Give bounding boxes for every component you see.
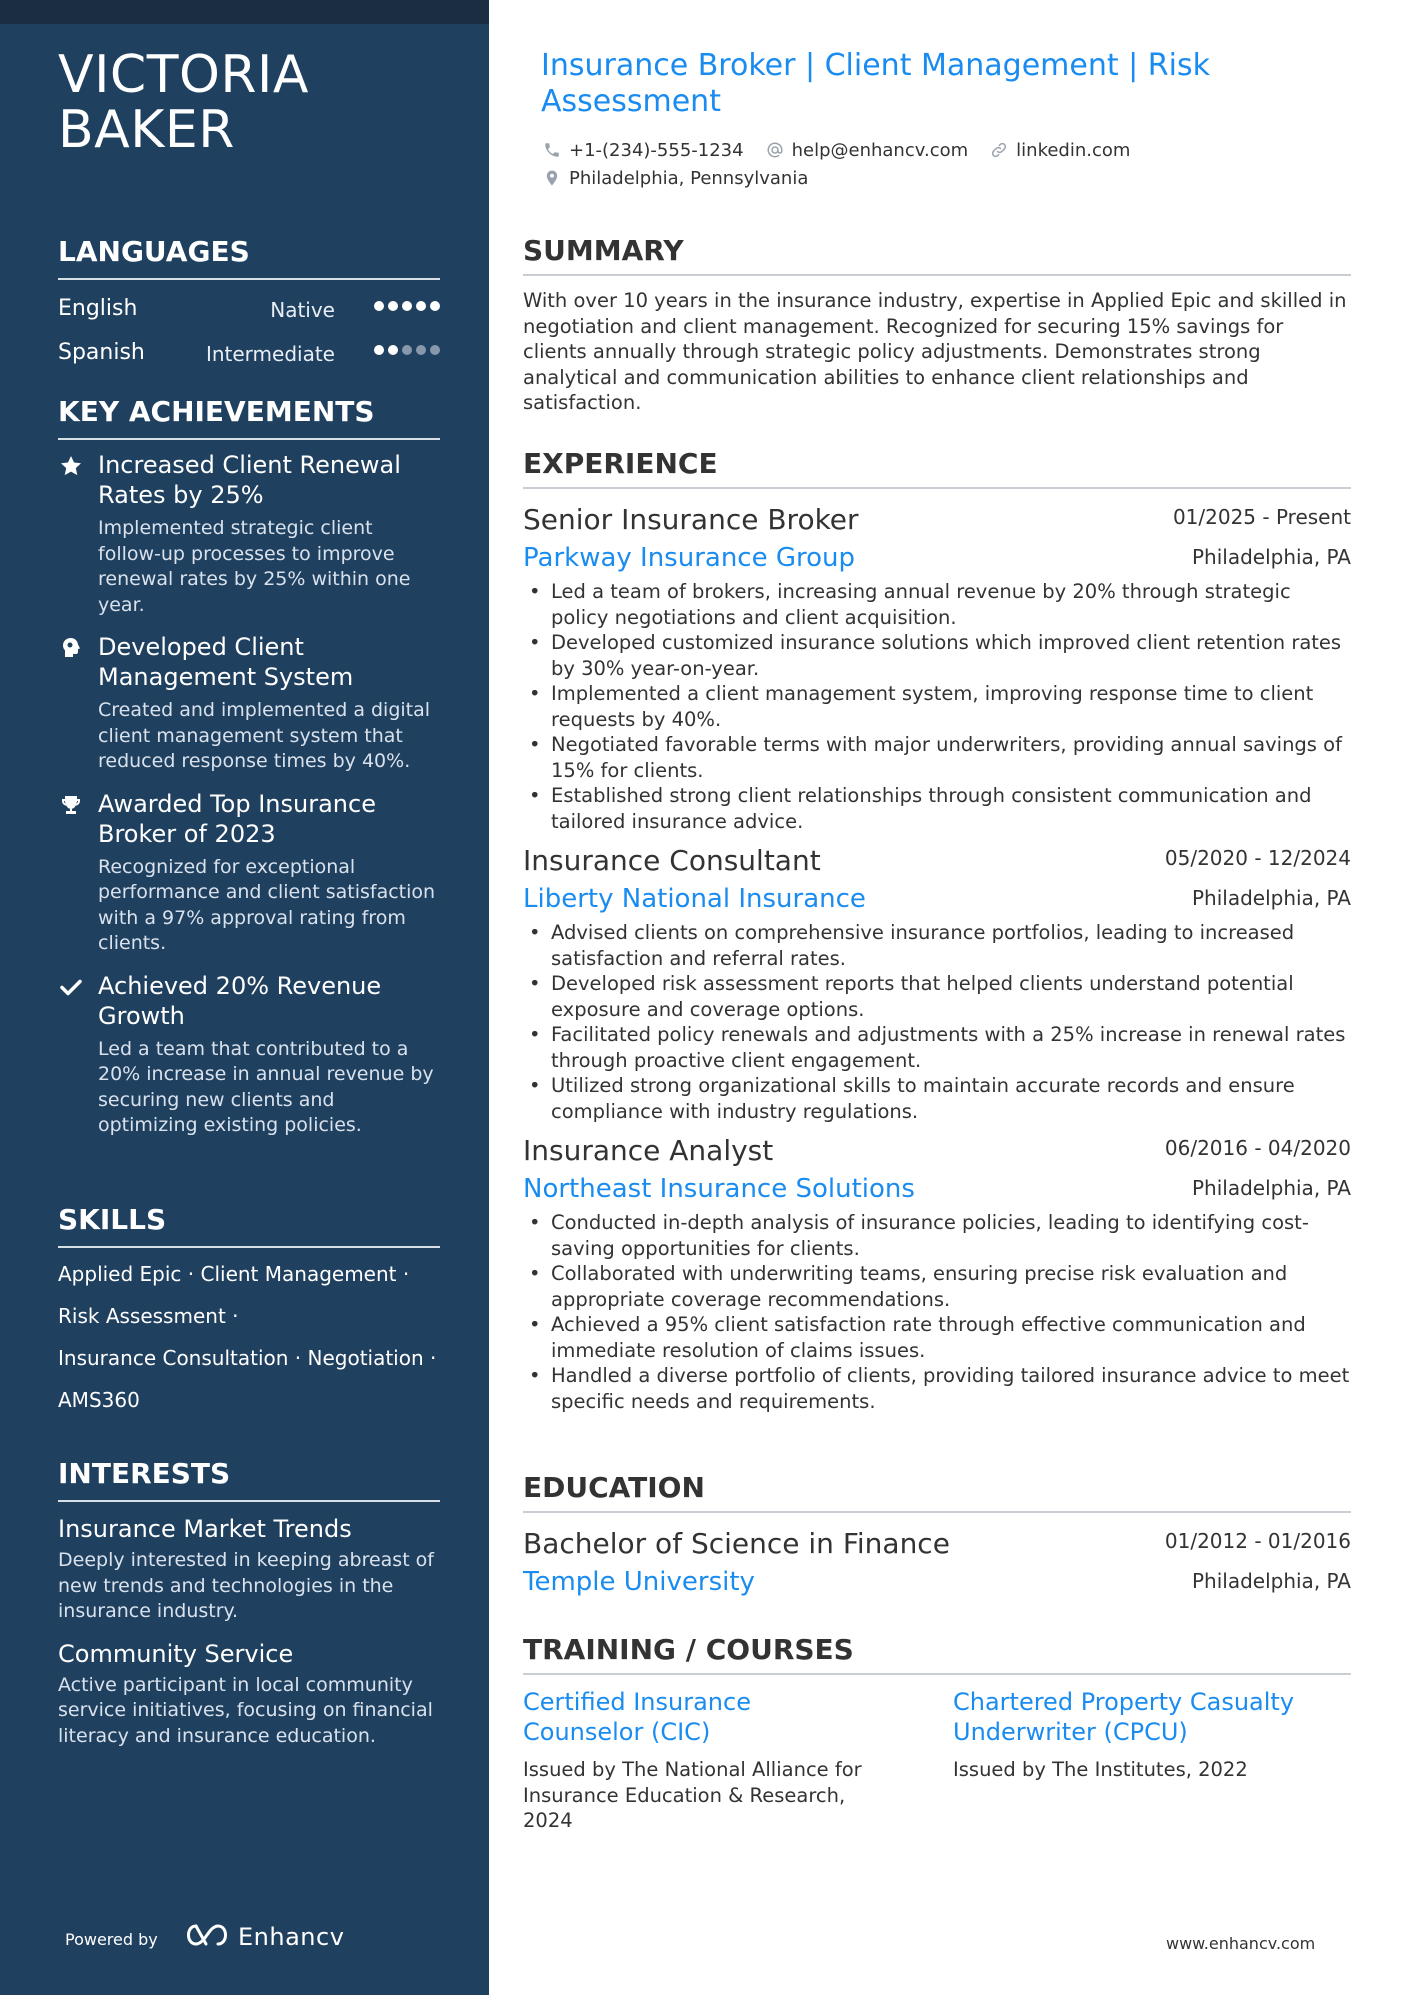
headline-line: Assessment	[541, 84, 721, 119]
phone-text: +1-(234)-555-1234	[569, 139, 744, 161]
achievements-title: KEY ACHIEVEMENTS	[58, 394, 440, 440]
education-title: EDUCATION	[523, 1471, 1351, 1513]
summary-text: With over 10 years in the insurance industry, expertise in Applied Epic and skilled in negotiation and client management. Recognized for securing 15% savings for clients annually through strategic policy adjustments. Demonstrates strong analytical and communication abilities to enhance client relationships and satisfaction.	[523, 289, 1347, 414]
summary-section	[523, 234, 1351, 416]
rating-dot	[402, 301, 412, 311]
skills-line: AMS360	[58, 1388, 140, 1412]
experience-entry	[523, 840, 1351, 1124]
candidate-name	[58, 45, 309, 160]
powered-by-label: Powered by	[65, 1930, 158, 1949]
linkedin-text: linkedin.com	[1016, 139, 1131, 161]
rating-dot	[374, 345, 384, 355]
language-level: Intermediate	[205, 342, 335, 366]
job-bullet: • Established strong client relationships through consistent communication and tailored insurance advice.	[523, 783, 1351, 834]
star-icon	[58, 454, 84, 480]
job-bullet: • Advised clients on comprehensive insurance portfolios, leading to increased satisfaction and referral rates.	[523, 920, 1351, 971]
degree-title: Bachelor of Science in Finance	[523, 1527, 950, 1560]
rating-dot	[388, 345, 398, 355]
course-title: Certified Insurance Counselor (CIC)	[523, 1688, 751, 1746]
sidebar	[0, 0, 489, 1995]
job-bullet: • Facilitated policy renewals and adjustments with a 25% increase in renewal rates through proactive client engagement.	[523, 1022, 1351, 1073]
experience-title: EXPERIENCE	[523, 447, 1351, 489]
rating-dot-empty	[430, 345, 440, 355]
job-bullet: • Handled a diverse portfolio of clients, providing tailored insurance advice to meet specific needs and requirements.	[523, 1363, 1351, 1414]
job-bullet: • Negotiated favorable terms with major underwriters, providing annual savings of 15% for clients.	[523, 732, 1351, 783]
job-dates: 01/2025 - Present	[1172, 505, 1351, 529]
phone-item[interactable]	[543, 140, 744, 161]
skills-line: Risk Assessment ·	[58, 1304, 239, 1328]
achievement-desc: Implemented strategic client follow-up processes to improve renewal rates by 25% within one year.	[98, 517, 411, 616]
education-location: Philadelphia, PA	[1191, 1569, 1351, 1593]
job-bullet: • Led a team of brokers, increasing annual revenue by 20% through strategic policy negotiations and client acquisition.	[523, 579, 1351, 630]
rating-dot	[416, 301, 426, 311]
language-row	[58, 286, 440, 330]
interests-title: INTERESTS	[58, 1456, 440, 1502]
achievement-title: Achieved 20% Revenue Growth	[98, 971, 382, 1030]
job-location: Philadelphia, PA	[1191, 1176, 1351, 1200]
job-title: Insurance Consultant	[523, 844, 821, 877]
job-bullet: • Conducted in-depth analysis of insurance policies, leading to identifying cost-saving opportunities for clients.	[523, 1210, 1351, 1261]
education-dates: 01/2012 - 01/2016	[1164, 1529, 1351, 1553]
summary-title: SUMMARY	[523, 234, 1351, 276]
course-item	[523, 1687, 873, 1834]
interest-desc: Active participant in local community service initiatives, focusing on financial literacy and insurance education.	[58, 1673, 433, 1747]
job-location: Philadelphia, PA	[1191, 545, 1351, 569]
language-row	[58, 330, 440, 374]
headline	[541, 48, 1241, 120]
skills-title: SKILLS	[58, 1202, 440, 1248]
course-title: Chartered Property Casualty Underwriter (CPCU)	[953, 1688, 1295, 1746]
achievement-desc: Created and implemented a digital client management system that reduced response times by 40%.	[98, 699, 431, 772]
location-pin-icon	[543, 169, 561, 187]
achievement-title: Developed Client Management System	[98, 633, 354, 691]
interests-section	[58, 1456, 440, 1749]
language-name: English	[58, 296, 138, 321]
job-bullet: • Developed customized insurance solutions which improved client retention rates by 30% year-on-year.	[523, 630, 1351, 681]
location-item	[543, 168, 808, 189]
at-icon	[766, 141, 784, 159]
job-dates: 06/2016 - 04/2020	[1164, 1136, 1351, 1160]
name-first: VICTORIA	[58, 45, 309, 105]
interest-desc: Deeply interested in keeping abreast of new trends and technologies in the insurance industry.	[58, 1549, 434, 1622]
education-entry	[523, 1523, 1351, 1601]
job-title: Senior Insurance Broker	[523, 503, 859, 536]
job-bullets	[523, 579, 1351, 834]
job-bullet: • Implemented a client management system, improving response time to client requests by 40%.	[523, 681, 1351, 732]
job-title: Insurance Analyst	[523, 1134, 774, 1167]
job-bullet: • Utilized strong organizational skills to maintain accurate records and ensure compliance with industry regulations.	[523, 1073, 1351, 1124]
job-bullets	[523, 920, 1351, 1124]
school-name: Temple University	[523, 1567, 755, 1597]
linkedin-item[interactable]	[990, 140, 1130, 161]
skills-line: Insurance Consultation · Negotiation ·	[58, 1346, 437, 1370]
job-bullet: • Collaborated with underwriting teams, ensuring precise risk evaluation and appropriate coverage recommendations.	[523, 1261, 1351, 1312]
link-icon	[990, 141, 1008, 159]
contact-info	[543, 136, 1363, 192]
interest-title: Insurance Market Trends	[58, 1515, 352, 1543]
language-name: Spanish	[58, 340, 145, 365]
email-item[interactable]	[766, 140, 969, 161]
sidebar-top-band	[0, 0, 489, 24]
course-desc: Issued by The Institutes, 2022	[953, 1758, 1248, 1781]
location-text: Philadelphia, Pennsylvania	[569, 167, 809, 189]
skills-section	[58, 1202, 440, 1412]
rating-dot-empty	[416, 345, 426, 355]
achievement-item	[58, 971, 440, 1139]
rating-dot	[388, 301, 398, 311]
interest-title: Community Service	[58, 1639, 294, 1668]
achievement-item	[58, 632, 440, 775]
job-bullet: • Achieved a 95% client satisfaction rate through effective communication and immediate resolution of claims issues.	[523, 1312, 1351, 1363]
education-section	[523, 1471, 1351, 1601]
skills-line: Applied Epic · Client Management ·	[58, 1262, 410, 1286]
achievement-title: Increased Client Renewal Rates by 25%	[98, 451, 401, 509]
enhancv-logo-text: Enhancv	[238, 1923, 345, 1951]
website-link[interactable]: www.enhancv.com	[1166, 1934, 1316, 1953]
course-desc: Issued by The National Alliance for Insurance Education & Research, 2024	[523, 1758, 862, 1832]
language-rating	[374, 345, 440, 355]
languages-title: LANGUAGES	[58, 234, 440, 280]
email-text: help@enhancv.com	[791, 139, 969, 161]
job-bullets	[523, 1210, 1351, 1414]
languages-section	[58, 234, 440, 374]
achievement-item	[58, 789, 440, 957]
name-last: BAKER	[58, 100, 235, 160]
achievements-section	[58, 394, 440, 1139]
enhancv-logo-icon	[184, 1922, 230, 1952]
language-rating	[374, 301, 440, 311]
job-company: Parkway Insurance Group	[523, 543, 856, 573]
achievement-item	[58, 450, 440, 618]
achievement-desc: Recognized for exceptional performance and client satisfaction with a 97% approval rating from clients.	[98, 855, 436, 954]
phone-icon	[543, 141, 561, 159]
job-bullet: • Developed risk assessment reports that helped clients understand potential exposure and coverage options.	[523, 971, 1351, 1022]
experience-section	[523, 447, 1351, 1414]
achievement-title: Awarded Top Insurance Broker of 2023	[98, 789, 376, 848]
achievement-desc: Led a team that contributed to a 20% increase in annual revenue by securing new clients and optimizing existing policies.	[98, 1037, 434, 1136]
rating-dot	[430, 301, 440, 311]
job-location: Philadelphia, PA	[1191, 886, 1351, 910]
trophy-icon	[58, 793, 84, 819]
head-brain-icon	[58, 636, 84, 662]
checkmark-icon	[58, 975, 84, 1001]
language-level: Native	[270, 298, 335, 322]
experience-entry	[523, 499, 1351, 834]
experience-entry	[523, 1130, 1351, 1414]
training-title: TRAINING / COURSES	[523, 1633, 1351, 1675]
enhancv-logo[interactable]	[184, 1922, 344, 1952]
course-item	[953, 1687, 1303, 1834]
job-company: Northeast Insurance Solutions	[523, 1174, 915, 1204]
headline-line: Insurance Broker | Client Management | Risk	[541, 48, 1210, 83]
training-section	[523, 1633, 1351, 1834]
rating-dot-empty	[402, 345, 412, 355]
rating-dot	[374, 301, 384, 311]
job-dates: 05/2020 - 12/2024	[1164, 846, 1351, 870]
job-company: Liberty National Insurance	[523, 884, 866, 914]
